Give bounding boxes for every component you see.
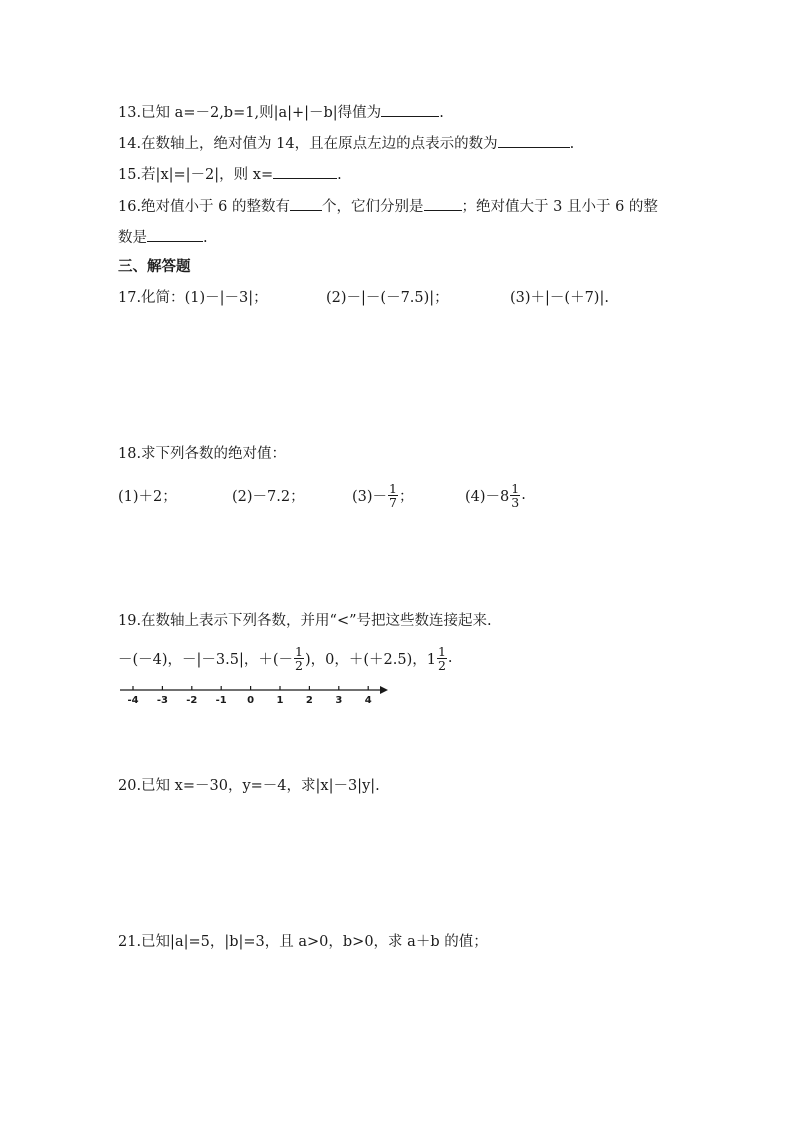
question-19: 19.在数轴上表示下列各数，并用“<”号把这些数连接起来. [118, 613, 492, 629]
number-line-tick-label: -3 [156, 695, 168, 706]
question-18-part-4: (4)－8 $\frac{1}{3}$ . [465, 480, 526, 510]
number-line-arrow-icon [380, 686, 388, 694]
number-line-tick-label: -1 [215, 695, 227, 706]
question-18: 18.求下列各数的绝对值： [118, 446, 287, 462]
number-line-tick-label: 0 [247, 695, 255, 706]
section-title: 三、解答题 [118, 259, 191, 275]
fraction: $\frac{1}{3}$ [511, 480, 520, 510]
question-18-part-1: (1)＋2； [118, 488, 177, 505]
number-line-tick-label: 2 [305, 695, 313, 706]
question-15-text: 15.若|x|=|－2|，则 x= [118, 167, 274, 183]
question-15: 15.若|x|=|－2|，则 x= . [118, 163, 342, 185]
question-16-line-1: 16.绝对值小于 6 的整数有 个，它们分别是 ；绝对值大于 3 且小于 6 的整 [118, 195, 658, 217]
question-14: 14.在数轴上，绝对值为 14，且在原点左边的点表示的数为 . [118, 132, 574, 154]
question-14-text: 14.在数轴上，绝对值为 14，且在原点左边的点表示的数为 [118, 136, 498, 152]
question-18-part-2: (2)－7.2； [232, 488, 305, 505]
question-16-text: 16.绝对值小于 6 的整数有 [118, 199, 291, 215]
question-20: 20.已知 x=－30，y=－4，求|x|－3|y|. [118, 778, 380, 794]
number-line [118, 682, 398, 712]
question-17: 17.化简：(1)－|－3|； [118, 290, 268, 306]
question-17-part-2: (2)－|－(－7.5)|； [326, 290, 449, 306]
question-19-numbers: －(－4)，－|－3.5|，＋(－ $\frac{1}{2}$ )，0，＋(＋2.5)，1 $\frac{1}{2}$ . [118, 643, 453, 673]
fraction: $\frac{1}{2}$ [295, 643, 303, 673]
number-line-tick-label: -4 [127, 695, 139, 706]
fraction: $\frac{1}{2}$ [437, 643, 446, 673]
answer-blank[interactable] [381, 101, 439, 117]
answer-blank[interactable] [424, 195, 462, 211]
answer-blank[interactable] [498, 132, 570, 148]
number-line-tick-label: 1 [276, 695, 284, 706]
question-13-text: 13.已知 a=－2,b=1,则|a|+|－b|得值为 [118, 105, 382, 121]
number-line-tick-label: 3 [335, 695, 343, 706]
fraction: $\frac{1}{7}$ [389, 480, 397, 510]
answer-blank[interactable] [147, 226, 203, 242]
question-13: 13.已知 a=－2,b=1,则|a|+|－b|得值为 . [118, 101, 444, 123]
question-16-line-2: 数是 . [118, 226, 208, 248]
question-17-part-3: (3)＋|－(＋7)|. [510, 290, 609, 306]
number-line-tick-label: -2 [186, 695, 198, 706]
question-18-part-3: (3)－ $\frac{1}{7}$ ； [352, 480, 414, 510]
number-line-tick-label: 4 [364, 695, 372, 706]
answer-blank[interactable] [290, 195, 322, 211]
answer-blank[interactable] [273, 163, 337, 179]
question-17-part-1: (1)－|－3|； [184, 290, 268, 306]
question-21: 21.已知|a|=5，|b|=3，且 a>0，b>0，求 a＋b 的值； [118, 934, 488, 950]
